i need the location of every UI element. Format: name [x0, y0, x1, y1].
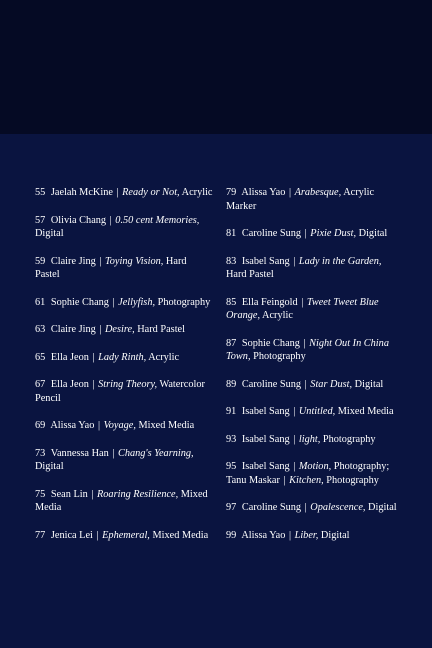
- separator: |: [304, 378, 307, 390]
- artist-name: Alissa Yao: [50, 420, 95, 431]
- artist-name: Ella Feingold: [241, 296, 298, 308]
- artwork-title: Arabesque,: [294, 187, 342, 198]
- page-number: 63: [35, 324, 46, 335]
- artwork-medium: Photography;: [331, 461, 390, 472]
- artist-name: Sophie Chang: [50, 296, 109, 308]
- page-number: 89: [226, 378, 237, 390]
- separator: |: [112, 447, 115, 459]
- artwork-title: Voyage,: [103, 420, 136, 431]
- separator: |: [116, 187, 119, 198]
- artist-name: Alissa Yao: [241, 187, 286, 198]
- artist-name: Caroline Sung: [241, 502, 302, 513]
- index-entry: [35, 378, 213, 405]
- artist-name: Alissa Yao: [241, 529, 286, 541]
- artist-name: Isabel Sang: [241, 461, 290, 472]
- index-entry: [35, 186, 213, 200]
- artwork-title: light,: [298, 433, 321, 445]
- index-entry: [35, 296, 213, 310]
- index-entry: [35, 419, 213, 433]
- index-entry: [35, 447, 213, 474]
- artwork-medium: Mixed Media: [135, 420, 195, 431]
- separator: |: [96, 529, 99, 541]
- separator: |: [112, 296, 115, 308]
- artwork-title: Tweet Tweet Blue Orange,: [226, 296, 379, 321]
- right-column: [226, 186, 398, 556]
- separator: |: [293, 433, 296, 445]
- artwork-medium: Watercolor Pencil: [35, 379, 205, 404]
- page-number: 79: [226, 187, 237, 198]
- artwork-medium: Photography: [320, 433, 376, 445]
- artwork-title: Jellyfish,: [118, 296, 156, 308]
- separator: |: [97, 420, 101, 431]
- page-number: 81: [226, 228, 237, 239]
- artwork-medium: Mixed Media: [335, 406, 394, 417]
- separator: |: [304, 228, 307, 239]
- artwork-medium: Photography: [250, 351, 306, 362]
- page-number: 93: [226, 433, 237, 445]
- artwork-medium: Acrylic: [179, 187, 213, 198]
- artwork-title: Roaring Resilience,: [96, 488, 179, 500]
- artist-name: Isabel Sang: [241, 433, 290, 445]
- content-area: [0, 134, 432, 648]
- separator: |: [91, 488, 94, 500]
- artist-name: Jenica Lei: [50, 529, 93, 541]
- index-entry: [226, 501, 398, 515]
- page-number: 95: [226, 461, 237, 472]
- separator: |: [92, 379, 95, 390]
- artist-name: Claire Jing: [50, 324, 96, 335]
- artwork-medium: Acrylic: [146, 351, 180, 363]
- artwork-medium: Mixed Media: [35, 488, 208, 513]
- artwork-medium: Digital: [35, 228, 64, 239]
- page-number: 61: [35, 296, 46, 308]
- separator: |: [288, 529, 292, 541]
- artist-name: Jaelah McKine: [50, 187, 113, 198]
- page-number: 99: [226, 529, 237, 541]
- artist-name: Claire Jing: [50, 255, 96, 267]
- page-number: 97: [226, 502, 237, 513]
- artwork-medium: Digital: [352, 378, 384, 390]
- artwork-medium: Digital: [318, 529, 350, 541]
- index-entry: [35, 529, 213, 543]
- separator: |: [293, 461, 296, 472]
- artist-name: Ella Jeon: [50, 379, 89, 390]
- separator: |: [92, 351, 95, 363]
- separator: |: [304, 502, 307, 513]
- separator: |: [293, 255, 296, 267]
- index-entry: [35, 255, 213, 282]
- page-number: 57: [35, 214, 46, 226]
- separator: |: [293, 406, 296, 417]
- artwork-title: Liber,: [294, 529, 319, 541]
- page-number: 85: [226, 296, 237, 308]
- artwork-title: Lady in the Garden,: [298, 255, 382, 267]
- top-band: [0, 0, 432, 134]
- separator: |: [288, 187, 292, 198]
- artwork-medium: Digital: [365, 502, 397, 513]
- page-number: 73: [35, 447, 46, 459]
- page-number: 83: [226, 255, 237, 267]
- artwork-title: Desire,: [105, 324, 135, 335]
- index-entry: [226, 227, 398, 241]
- index-entry: [35, 488, 213, 515]
- artwork-medium: Digital: [35, 461, 64, 472]
- index-entry: [226, 529, 398, 543]
- separator: |: [109, 214, 112, 226]
- artist-name: Ella Jeon: [50, 351, 89, 363]
- page-number: 87: [226, 337, 237, 349]
- artwork-title: Untitled,: [298, 406, 336, 417]
- index-entry: [226, 378, 398, 392]
- artwork-title: Ready or Not,: [122, 187, 180, 198]
- index-entry: [226, 255, 398, 282]
- page-number: 59: [35, 255, 46, 267]
- artwork-title: Ephemeral,: [102, 529, 150, 541]
- separator: |: [283, 474, 286, 486]
- artist-name: Isabel Sang: [241, 406, 290, 417]
- separator: |: [99, 324, 102, 335]
- artist-name: Vannessa Han: [50, 447, 109, 459]
- page-number: 65: [35, 351, 46, 363]
- artwork-title: Opalescence,: [310, 502, 366, 513]
- artwork-title: Pixie Dust,: [310, 228, 357, 239]
- index-entry: [35, 323, 213, 337]
- left-column: [35, 186, 213, 556]
- artwork-title: String Theory,: [98, 379, 158, 390]
- artwork-title: Night Out In China Town,: [226, 337, 389, 362]
- artwork-title: Kitchen,: [289, 474, 324, 486]
- page-number: 55: [35, 187, 46, 198]
- artwork-medium: Hard Pastel: [226, 269, 274, 280]
- artwork-title: 0.50 cent Memories,: [115, 214, 200, 226]
- artist-name: Sophie Chang: [241, 337, 300, 349]
- index-entry: [35, 214, 213, 241]
- artwork-title: Motion,: [298, 461, 332, 472]
- artwork-medium: Hard Pastel: [35, 255, 187, 280]
- artist-name: Caroline Sung: [241, 378, 302, 390]
- artist-name: Isabel Sang: [241, 255, 290, 267]
- index-entry: [226, 296, 398, 323]
- artist-name: Tanu Maskar: [226, 474, 280, 486]
- index-entry: [226, 460, 398, 487]
- index-entry: [226, 405, 398, 419]
- index-entry: [35, 351, 213, 365]
- artwork-title: Toying Vision,: [105, 255, 164, 267]
- artist-name: Olivia Chang: [50, 214, 107, 226]
- separator: |: [301, 296, 304, 308]
- artwork-medium: Mixed Media: [149, 529, 209, 541]
- artwork-medium: Acrylic: [260, 310, 293, 321]
- page-number: 91: [226, 406, 237, 417]
- artwork-medium: Acrylic Marker: [226, 187, 375, 212]
- index-entry: [226, 433, 398, 447]
- page-number: 67: [35, 379, 46, 390]
- artwork-title: Star Dust,: [310, 378, 353, 390]
- artist-name: Sean Lin: [50, 488, 88, 500]
- separator: |: [99, 255, 102, 267]
- separator: |: [303, 337, 306, 349]
- artwork-medium: Photography: [323, 474, 379, 486]
- artwork-title: Lady Rinth,: [98, 351, 147, 363]
- index-entry: [226, 186, 398, 213]
- page-number: 77: [35, 529, 46, 541]
- artwork-medium: Photography: [155, 296, 211, 308]
- page-number: 75: [35, 488, 46, 500]
- index-entry: [226, 337, 398, 364]
- artwork-title: Chang's Yearning,: [117, 447, 194, 459]
- page-number: 69: [35, 420, 46, 431]
- artwork-medium: Digital: [356, 228, 388, 239]
- artist-name: Caroline Sung: [241, 228, 302, 239]
- artwork-medium: Hard Pastel: [134, 324, 185, 335]
